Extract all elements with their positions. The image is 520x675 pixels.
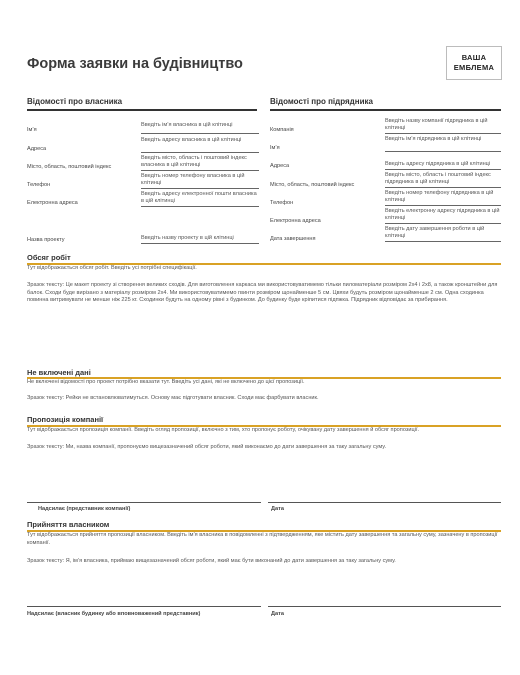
proposal-heading: Пропозиція компанії	[27, 415, 104, 424]
contractor-company-field[interactable]: Введіть назву компанії підрядника в цій клітинці	[385, 118, 501, 134]
owner-phone-label: Телефон	[27, 182, 51, 188]
contractor-email-field[interactable]: Введіть електронну адресу підрядника в цій клітинці	[385, 208, 501, 224]
owner-project-field[interactable]: Введіть назву проекту в цій клітинці	[141, 235, 259, 244]
owner-address-field[interactable]: Введіть адресу власника в цій клітинці	[141, 137, 259, 153]
page-title: Форма заявки на будівництво	[27, 56, 243, 72]
excluded-intro[interactable]: Не включені відомості про проект потрібно вказати тут. Введіть усі дані, які не включено до цієї пропозиції.	[27, 379, 305, 385]
contractor-name-field[interactable]: Введіть ім’я підрядника в цій клітинці	[385, 136, 501, 152]
acceptance-signature-line[interactable]	[27, 606, 261, 607]
owner-email-label: Електронна адреса	[27, 200, 78, 206]
acceptance-sample-text[interactable]: Зразок тексту: Я, ім’я власника, приймаю вищезазначений обсяг роботи, який має бути виконаний до дати завершення за таку загальну суму.	[27, 558, 396, 564]
excluded-sample-text[interactable]: Зразок тексту: Рейки не встановлюватимуться. Основу має підготувати власник. Сходи має фарбувати власник.	[27, 395, 319, 401]
owner-city-field[interactable]: Введіть місто, область і поштовий індекс власника в цій клітинці	[141, 155, 259, 171]
contractor-address-field[interactable]: Введіть адресу підрядника в цій клітинці	[385, 161, 501, 170]
proposal-intro[interactable]: Тут відображається пропозиція компанії. Введіть огляд пропозиції, включно з тим, хто пропонує роботу, очікувану дату завершення й обсяг пропозиції.	[27, 427, 420, 433]
acceptance-date-line[interactable]	[268, 606, 501, 607]
contractor-heading: Відомості про підрядника	[270, 97, 373, 106]
contractor-city-label: Місто, область, поштовий індекс	[270, 182, 355, 188]
contractor-completion-label: Дата завершення	[270, 236, 316, 242]
contractor-address-label: Адреса	[270, 163, 290, 169]
logo-line-2: ЕМБЛЕМА	[453, 63, 495, 72]
proposal-sample-text[interactable]: Зразок тексту: Ми, назва компанії, пропонуємо вищезазначений обсяг роботи, який виконаємо до дати завершення за таку загальну суму.	[27, 444, 387, 450]
contractor-phone-field[interactable]: Введіть номер телефону підрядника в цій клітинці	[385, 190, 501, 206]
contractor-heading-rule	[270, 109, 501, 111]
proposal-date-line[interactable]	[268, 502, 501, 503]
owner-name-label: Ім’я	[27, 127, 37, 133]
proposal-signature-line[interactable]	[27, 502, 261, 503]
owner-email-field[interactable]: Введіть адресу електронної пошти власника в цій клітинці	[141, 191, 259, 207]
logo-line-1: ВАША	[461, 53, 487, 62]
owner-city-label: Місто, область, поштовий індекс	[27, 164, 112, 170]
proposal-signature-label: Надсилає (представник компанії)	[38, 506, 131, 512]
acceptance-signature-label: Надсилає (власник будинку або вповноважений представник)	[27, 611, 201, 617]
contractor-city-field[interactable]: Введіть місто, область і поштовий індекс підрядника в цій клітинці	[385, 172, 501, 188]
proposal-date-label: Дата	[271, 506, 284, 512]
contractor-name-label: Ім’я	[270, 145, 280, 151]
logo-placeholder[interactable]	[446, 46, 502, 80]
owner-phone-field[interactable]: Введіть номер телефону власника в цій клітинці	[141, 173, 259, 189]
contractor-phone-label: Телефон	[270, 200, 294, 206]
acceptance-date-label: Дата	[271, 611, 284, 617]
contractor-email-label: Електронна адреса	[270, 218, 321, 224]
owner-project-label: Назва проекту	[27, 237, 65, 243]
scope-sample-text[interactable]: Зразок тексту: Це макет проекту зі створення великих сходів. Для виготовлення каркаса ми використовуватимемо тільки пиломатеріали розміром 2x4 і 2x8, а також кронштейни для балок. Сходи буде вирізано з матеріалу розміром 2x4. Ми використовуватимемо гвинти розміром щонайменше 5 см. Цвяхи будуть розміром щонайменше 2 см. Одна сходинка повинна витримувати не менше ніж 225 кг. Сходинки будуть на одному рівні з будинком. До будинку буде кріпитися підпжка. Підрядник відповідає за прибирання.	[27, 282, 498, 304]
owner-name-field[interactable]: Введіть ім’я власника в цій клітинці	[141, 122, 259, 134]
acceptance-heading: Прийняття власником	[27, 520, 110, 529]
scope-heading: Обсяг робіт	[27, 253, 71, 262]
excluded-heading: Не включені дані	[27, 368, 91, 377]
scope-intro[interactable]: Тут відображається обсяг робіт. Введіть усі потрібні специфікації.	[27, 265, 197, 271]
owner-heading-rule	[27, 109, 257, 111]
contractor-completion-field[interactable]: Введіть дату завершення роботи в цій клітинці	[385, 226, 501, 242]
contractor-company-label: Компанія	[270, 127, 294, 133]
acceptance-intro[interactable]: Тут відображається прийняття пропозиції власником. Введіть ім’я власника в повідомленні з підтвердженням, яке містить дату завершення та загальну суму, зазначену в пропозиції компанії.	[27, 532, 498, 546]
owner-heading: Відомості про власника	[27, 97, 123, 106]
owner-address-label: Адреса	[27, 146, 47, 152]
